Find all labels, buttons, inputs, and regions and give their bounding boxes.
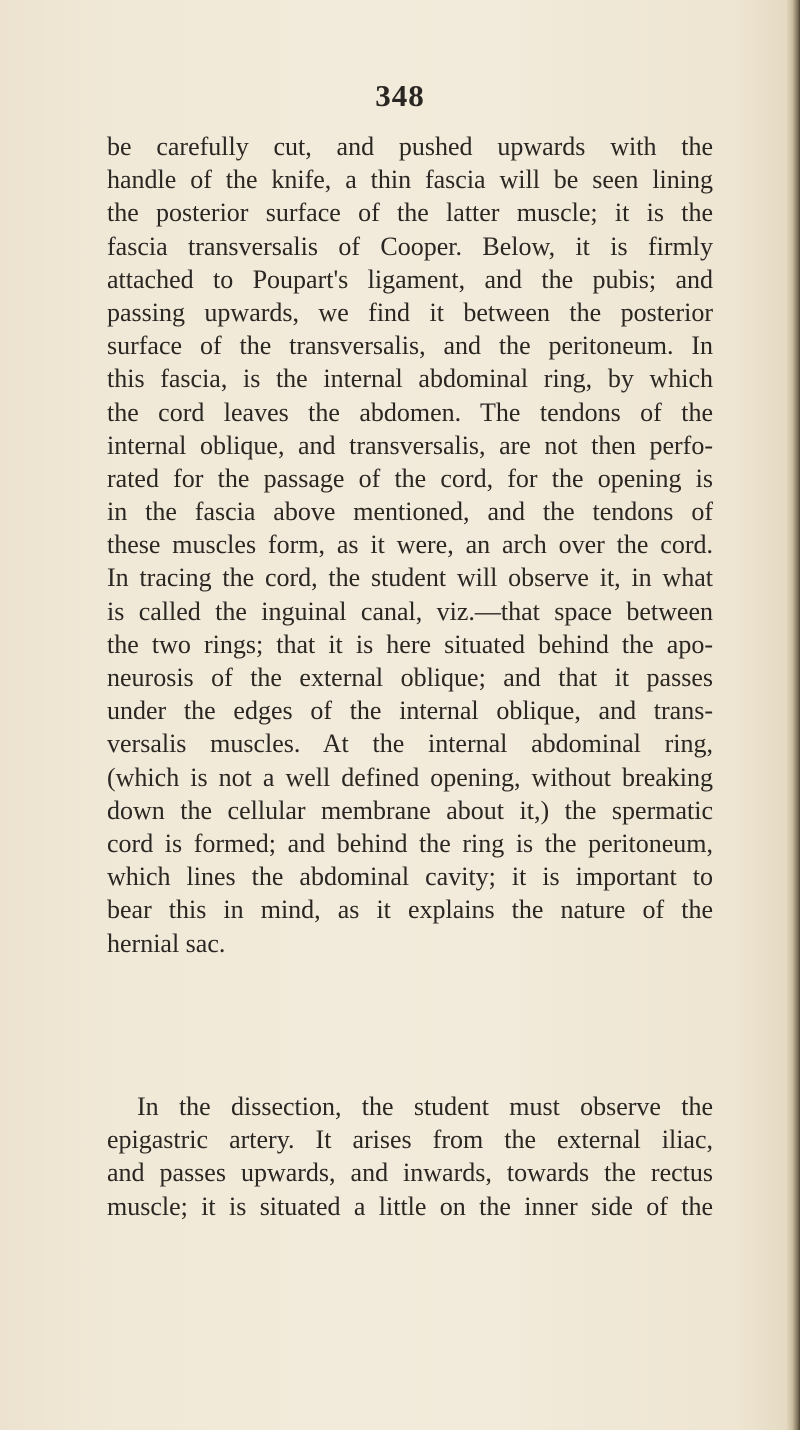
text-line: handle of the knife, a thin fascia will be seen lining — [107, 165, 713, 195]
paragraph-2 — [107, 1090, 713, 1223]
page-edge-shadow — [786, 0, 800, 1430]
text-line: muscle; it is situated a little on the inner side of the — [107, 1191, 713, 1221]
text-line: the posterior surface of the latter muscle; it is the — [107, 198, 713, 228]
page-number: 348 — [375, 78, 425, 113]
text-line: hernial sac. — [107, 928, 226, 958]
text-line: and passes upwards, and inwards, towards the rectus — [107, 1158, 713, 1188]
text-line: cord is formed; and behind the ring is the peritoneum, — [107, 828, 713, 858]
text-line: the cord leaves the abdomen. The tendons of the — [107, 397, 713, 427]
text-line: versalis muscles. At the internal abdominal ring, — [107, 729, 713, 759]
text-line: down the cellular membrane about it,) the spermatic — [107, 795, 713, 825]
text-line: surface of the transversalis, and the peritoneum. In — [107, 331, 713, 361]
text-line: fascia transversalis of Cooper. Below, it is firmly — [107, 231, 713, 261]
paragraph-1 — [107, 130, 713, 960]
text-line: epigastric artery. It arises from the external iliac, — [107, 1125, 713, 1155]
text-line: In the dissection, the student must observe the — [137, 1092, 713, 1121]
text-line: the two rings; that it is here situated behind the apo- — [107, 629, 713, 659]
text-line: be carefully cut, and pushed upwards with the — [107, 132, 713, 161]
text-line: (which is not a well defined opening, without breaking — [107, 762, 713, 792]
text-line: this fascia, is the internal abdominal ring, by which — [107, 364, 713, 394]
text-line: In tracing the cord, the student will observe it, in what — [107, 563, 713, 593]
text-line: under the edges of the internal oblique, and trans- — [107, 696, 713, 726]
text-line: in the fascia above mentioned, and the tendons of — [107, 497, 713, 527]
text-line: internal oblique, and transversalis, are not then perfo- — [107, 430, 713, 460]
text-line: is called the inguinal canal, viz.—that space between — [107, 596, 713, 626]
text-line: neurosis of the external oblique; and that it passes — [107, 663, 713, 692]
text-line: which lines the abdominal cavity; it is important to — [107, 862, 713, 892]
text-line: bear this in mind, as it explains the nature of the — [107, 895, 713, 925]
text-line: rated for the passage of the cord, for the opening is — [107, 463, 713, 493]
text-line: passing upwards, we find it between the posterior — [107, 297, 713, 327]
text-line: these muscles form, as it were, an arch over the cord. — [107, 530, 713, 560]
text-line: attached to Poupart's ligament, and the pubis; and — [107, 264, 713, 294]
